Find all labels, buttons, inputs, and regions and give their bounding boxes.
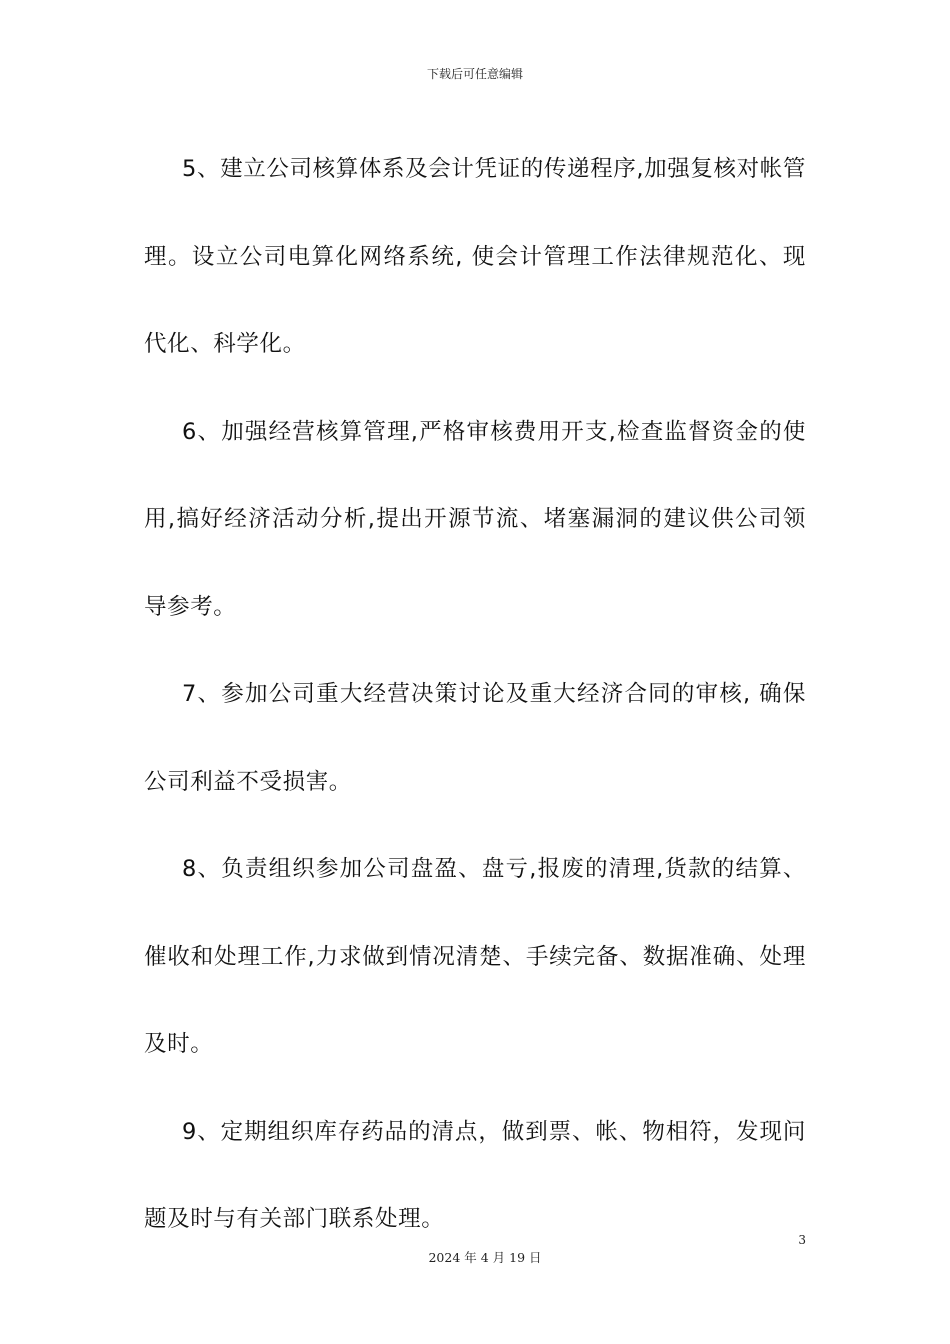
document-body [144,126,806,1264]
paragraph-item-6: 6、加强经营核算管理,严格审核费用开支,检查监督资金的使用,搞好经济活动分析,提出开源节流、堵塞漏洞的建议供公司领导参考。 [144,418,806,620]
page-number: 3 [798,1233,806,1247]
paragraph-item-5: 5、建立公司核算体系及会计凭证的传递程序,加强复核对帐管理。设立公司电算化网络系统, 使会计管理工作法律规范化、现代化、科学化。 [144,156,806,357]
footer-date: 2024 年 4 月 19 日 [428,1250,542,1265]
page-header: 下载后可任意编辑 [426,67,523,81]
paragraph-item-8: 8、负责组织参加公司盘盈、盘亏,报废的清理,货款的结算、催收和处理工作,力求做到情况清楚、手续完备、数据准确、处理及时。 [144,856,806,1057]
paragraph-item-7: 7、参加公司重大经营决策讨论及重大经济合同的审核, 确保公司利益不受损害。 [144,681,806,795]
paragraph-item-9: 9、定期组织库存药品的清点，做到票、帐、物相符，发现问题及时与有关部门联系处理。 [144,1118,806,1232]
